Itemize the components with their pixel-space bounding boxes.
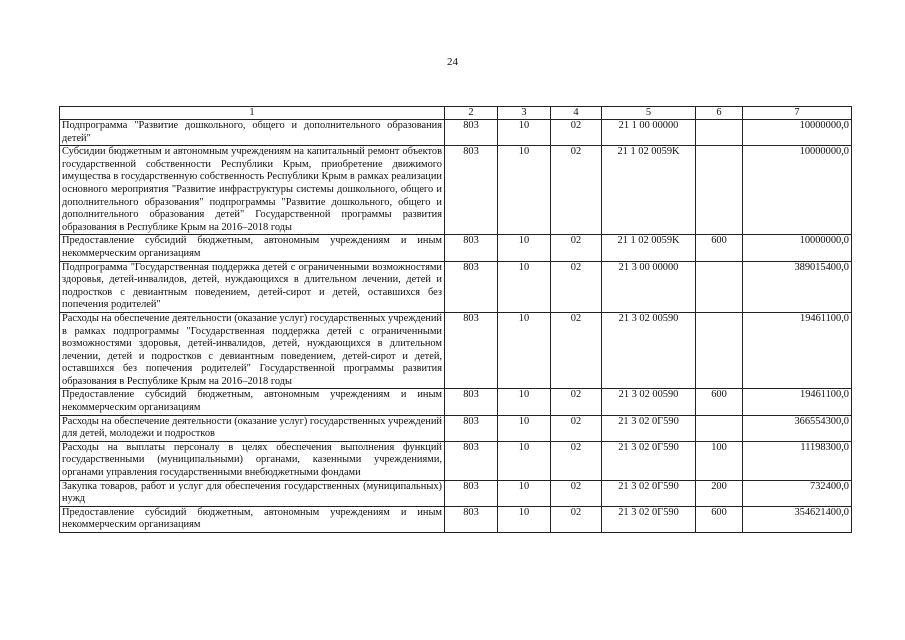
row-amount: 10000000,0 — [743, 235, 852, 261]
row-description: Предоставление субсидий бюджетным, автономным учреждениям и иным некоммерческим организациям — [60, 235, 445, 261]
row-col-6: 100 — [696, 441, 743, 480]
row-col-2: 803 — [445, 235, 498, 261]
row-col-5: 21 3 02 0Г590 — [602, 506, 696, 532]
row-col-6 — [696, 261, 743, 312]
row-col-5: 21 3 00 00000 — [602, 261, 696, 312]
row-amount: 366554300,0 — [743, 415, 852, 441]
row-description: Расходы на обеспечение деятельности (оказание услуг) государственных учреждений в рамках подпрограммы "Государственная поддержка детей с ограниченными возможностями здоровья, детей-инвалидов, детей, нуждающихся в длительном лечении, детей и подростков с девиантным поведением, детей-сирот и детей, оставшихся без попечения родителей" Государственной программы развития образования в Республике Крым на 2016–2018 годы — [60, 312, 445, 389]
row-col-6: 200 — [696, 480, 743, 506]
row-description: Предоставление субсидий бюджетным, автономным учреждениям и иным некоммерческим организациям — [60, 506, 445, 532]
row-col-3: 10 — [498, 480, 551, 506]
row-col-3: 10 — [498, 441, 551, 480]
row-col-2: 803 — [445, 441, 498, 480]
table-row — [60, 415, 852, 441]
row-col-5: 21 1 00 00000 — [602, 120, 696, 146]
row-col-6 — [696, 415, 743, 441]
row-amount: 11198300,0 — [743, 441, 852, 480]
row-col-3: 10 — [498, 261, 551, 312]
row-col-2: 803 — [445, 415, 498, 441]
table-row — [60, 441, 852, 480]
table-row — [60, 146, 852, 235]
row-col-4: 02 — [551, 312, 602, 389]
row-description: Предоставление субсидий бюджетным, автономным учреждениям и иным некоммерческим организациям — [60, 389, 445, 415]
column-header-7: 7 — [743, 107, 852, 120]
row-col-4: 02 — [551, 235, 602, 261]
column-header-6: 6 — [696, 107, 743, 120]
row-col-2: 803 — [445, 146, 498, 235]
table-row — [60, 120, 852, 146]
row-col-5: 21 3 02 00590 — [602, 389, 696, 415]
page-number: 24 — [447, 56, 458, 68]
row-col-3: 10 — [498, 235, 551, 261]
row-description: Подпрограмма "Государственная поддержка детей с ограниченными возможностями здоровья, детей-инвалидов, детей, нуждающихся в длительном лечении, детей и подростков с девиантным поведением, детей-сирот и детей, оставшихся без попечения родителей" — [60, 261, 445, 312]
row-col-3: 10 — [498, 146, 551, 235]
row-col-6 — [696, 312, 743, 389]
table-row — [60, 312, 852, 389]
row-col-4: 02 — [551, 146, 602, 235]
row-col-6: 600 — [696, 389, 743, 415]
row-col-3: 10 — [498, 415, 551, 441]
row-col-2: 803 — [445, 312, 498, 389]
row-col-4: 02 — [551, 120, 602, 146]
row-amount: 389015400,0 — [743, 261, 852, 312]
row-col-3: 10 — [498, 506, 551, 532]
row-col-4: 02 — [551, 415, 602, 441]
table-row — [60, 506, 852, 532]
row-amount: 354621400,0 — [743, 506, 852, 532]
budget-table — [59, 106, 852, 533]
table-row — [60, 389, 852, 415]
row-description: Подпрограмма "Развитие дошкольного, общего и дополнительного образования детей" — [60, 120, 445, 146]
row-amount: 19461100,0 — [743, 389, 852, 415]
row-col-4: 02 — [551, 389, 602, 415]
row-col-2: 803 — [445, 261, 498, 312]
row-col-5: 21 3 02 0Г590 — [602, 480, 696, 506]
row-col-5: 21 1 02 0059K — [602, 235, 696, 261]
row-col-4: 02 — [551, 261, 602, 312]
row-col-4: 02 — [551, 506, 602, 532]
row-description: Расходы на обеспечение деятельности (оказание услуг) государственных учреждений для детей, молодежи и подростков — [60, 415, 445, 441]
row-col-3: 10 — [498, 312, 551, 389]
row-amount: 10000000,0 — [743, 146, 852, 235]
row-description: Расходы на выплаты персоналу в целях обеспечения выполнения функций государственными (муниципальными) органами, казенными учреждениями, органами управления государственными внебюджетными фондами — [60, 441, 445, 480]
column-header-1: 1 — [60, 107, 445, 120]
row-amount: 10000000,0 — [743, 120, 852, 146]
row-col-5: 21 3 02 0Г590 — [602, 441, 696, 480]
row-col-2: 803 — [445, 506, 498, 532]
row-col-5: 21 3 02 0Г590 — [602, 415, 696, 441]
column-header-4: 4 — [551, 107, 602, 120]
table-row — [60, 261, 852, 312]
row-col-6: 600 — [696, 235, 743, 261]
row-description: Закупка товаров, работ и услуг для обеспечения государственных (муниципальных) нужд — [60, 480, 445, 506]
column-header-2: 2 — [445, 107, 498, 120]
row-amount: 19461100,0 — [743, 312, 852, 389]
table-row — [60, 235, 852, 261]
row-col-6: 600 — [696, 506, 743, 532]
table-row — [60, 480, 852, 506]
column-header-3: 3 — [498, 107, 551, 120]
row-col-4: 02 — [551, 441, 602, 480]
row-amount: 732400,0 — [743, 480, 852, 506]
row-col-4: 02 — [551, 480, 602, 506]
header-row — [60, 107, 852, 120]
row-col-3: 10 — [498, 389, 551, 415]
row-col-2: 803 — [445, 480, 498, 506]
column-header-5: 5 — [602, 107, 696, 120]
row-col-3: 10 — [498, 120, 551, 146]
row-col-2: 803 — [445, 120, 498, 146]
row-col-6 — [696, 146, 743, 235]
row-col-5: 21 1 02 0059K — [602, 146, 696, 235]
row-col-5: 21 3 02 00590 — [602, 312, 696, 389]
row-col-2: 803 — [445, 389, 498, 415]
row-description: Субсидии бюджетным и автономным учреждениям на капитальный ремонт объектов государственной собственности Республики Крым, приобретение движимого имущества в государственную собственность Республики Крым в рамках реализации основного мероприятия "Развитие инфраструктуры системы дошкольного, общего и дополнительного образования" подпрограммы "Развитие дошкольного, общего и дополнительного образования детей" Государственной программы развития образования в Республике Крым на 2016–2018 годы — [60, 146, 445, 235]
row-col-6 — [696, 120, 743, 146]
